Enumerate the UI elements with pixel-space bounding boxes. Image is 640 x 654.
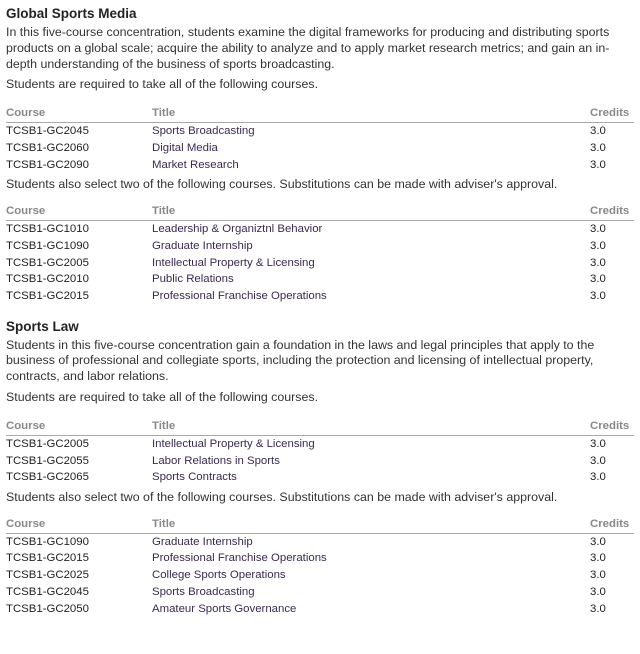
header-title: Title [152, 106, 590, 123]
course-title[interactable]: Market Research [152, 158, 239, 171]
course-title[interactable]: Sports Broadcasting [152, 125, 255, 138]
table-header [6, 419, 634, 436]
header-credits: Credits [590, 204, 634, 221]
table-row [6, 157, 634, 174]
course-credits: 3.0 [590, 158, 606, 171]
elective-text: Students also select two of the following courses. Substitutions can be made with adviser's approval. [6, 489, 558, 504]
header-course: Course [6, 204, 152, 221]
course-code: TCSB1-GC2015 [6, 552, 89, 565]
course-title[interactable]: Sports Broadcasting [152, 585, 255, 598]
header-credits: Credits [590, 419, 634, 436]
course-title[interactable]: Professional Franchise Operations [152, 552, 327, 565]
course-credits: 3.0 [590, 552, 606, 565]
elective-text: Students also select two of the following courses. Substitutions can be made with adviser's approval. [6, 177, 558, 192]
course-code: TCSB1-GC2045 [6, 125, 89, 138]
section-description: Students in this five-course concentration gain a foundation in the laws and legal principles that apply to the business of professional and collegiate sports, including the protection and licensing of intellectual property, contracts, and labor relations. [6, 337, 595, 384]
course-title[interactable]: Leadership & Organiztnl Behavior [152, 223, 323, 236]
table-row [6, 550, 634, 567]
course-credits: 3.0 [590, 256, 606, 269]
course-title[interactable]: Intellectual Property & Licensing [152, 256, 315, 269]
course-title[interactable]: Graduate Internship [152, 535, 253, 548]
table-header [6, 106, 634, 123]
course-credits: 3.0 [590, 602, 606, 615]
course-credits: 3.0 [590, 585, 606, 598]
course-credits: 3.0 [590, 239, 606, 252]
course-title[interactable]: Labor Relations in Sports [152, 454, 280, 467]
course-code: TCSB1-GC1090 [6, 239, 89, 252]
header-course: Course [6, 517, 152, 534]
course-credits: 3.0 [590, 569, 606, 582]
table-row [6, 601, 634, 618]
table-row [6, 238, 634, 255]
course-title[interactable]: Sports Contracts [152, 471, 237, 484]
table-row [6, 271, 634, 288]
course-credits: 3.0 [590, 223, 606, 236]
course-code: TCSB1-GC1010 [6, 223, 89, 236]
electives-course-table [6, 204, 634, 309]
course-credits: 3.0 [590, 535, 606, 548]
required-course-table [6, 419, 634, 490]
course-code: TCSB1-GC2025 [6, 569, 89, 582]
header-credits: Credits [590, 106, 634, 123]
required-course-table [6, 106, 634, 177]
table-row [6, 123, 634, 140]
header-title: Title [152, 204, 590, 221]
course-title[interactable]: Intellectual Property & Licensing [152, 437, 315, 450]
table-header [6, 204, 634, 221]
table-row [6, 288, 634, 305]
electives-course-table [6, 517, 634, 622]
course-code: TCSB1-GC2090 [6, 158, 89, 171]
required-text: Students are required to take all of the following courses. [6, 77, 319, 92]
course-code: TCSB1-GC2045 [6, 585, 89, 598]
course-credits: 3.0 [590, 437, 606, 450]
table-header [6, 517, 634, 534]
course-title[interactable]: Public Relations [152, 273, 234, 286]
course-code: TCSB1-GC2005 [6, 437, 89, 450]
section-title: Sports Law [6, 318, 79, 334]
course-code: TCSB1-GC2015 [6, 289, 89, 302]
course-code: TCSB1-GC2005 [6, 256, 89, 269]
section-description: In this five-course concentration, students examine the digital frameworks for producing and distributing sports products on a global scale; acquire the ability to analyze and to apply market research metrics; and gain an in-depth understanding of the business of sports broadcasting. [6, 25, 610, 71]
course-title[interactable]: College Sports Operations [152, 569, 286, 582]
course-credits: 3.0 [590, 471, 606, 484]
header-title: Title [152, 419, 590, 436]
course-credits: 3.0 [590, 454, 606, 467]
table-row [6, 221, 634, 238]
table-row [6, 533, 634, 550]
course-title[interactable]: Graduate Internship [152, 239, 253, 252]
course-title[interactable]: Amateur Sports Governance [152, 602, 297, 615]
header-credits: Credits [590, 517, 634, 534]
course-credits: 3.0 [590, 289, 606, 302]
concentration-section [6, 0, 634, 309]
course-code: TCSB1-GC1090 [6, 535, 89, 548]
course-code: TCSB1-GC2060 [6, 141, 89, 154]
required-text: Students are required to take all of the following courses. [6, 390, 319, 404]
course-code: TCSB1-GC2055 [6, 454, 89, 467]
table-row [6, 435, 634, 452]
course-credits: 3.0 [590, 141, 606, 154]
section-title: Global Sports Media [6, 6, 137, 21]
table-row [6, 453, 634, 470]
table-row [6, 567, 634, 584]
course-title[interactable]: Digital Media [152, 141, 218, 154]
header-course: Course [6, 106, 152, 123]
course-credits: 3.0 [590, 125, 606, 138]
table-row [6, 255, 634, 272]
table-row [6, 140, 634, 157]
course-code: TCSB1-GC2010 [6, 273, 89, 286]
course-credits: 3.0 [590, 273, 606, 286]
course-code: TCSB1-GC2065 [6, 471, 89, 484]
table-row [6, 584, 634, 601]
header-title: Title [152, 517, 590, 534]
concentration-section [6, 309, 634, 622]
header-course: Course [6, 419, 152, 436]
course-title[interactable]: Professional Franchise Operations [152, 289, 327, 302]
table-row [6, 469, 634, 486]
course-code: TCSB1-GC2050 [6, 602, 89, 615]
